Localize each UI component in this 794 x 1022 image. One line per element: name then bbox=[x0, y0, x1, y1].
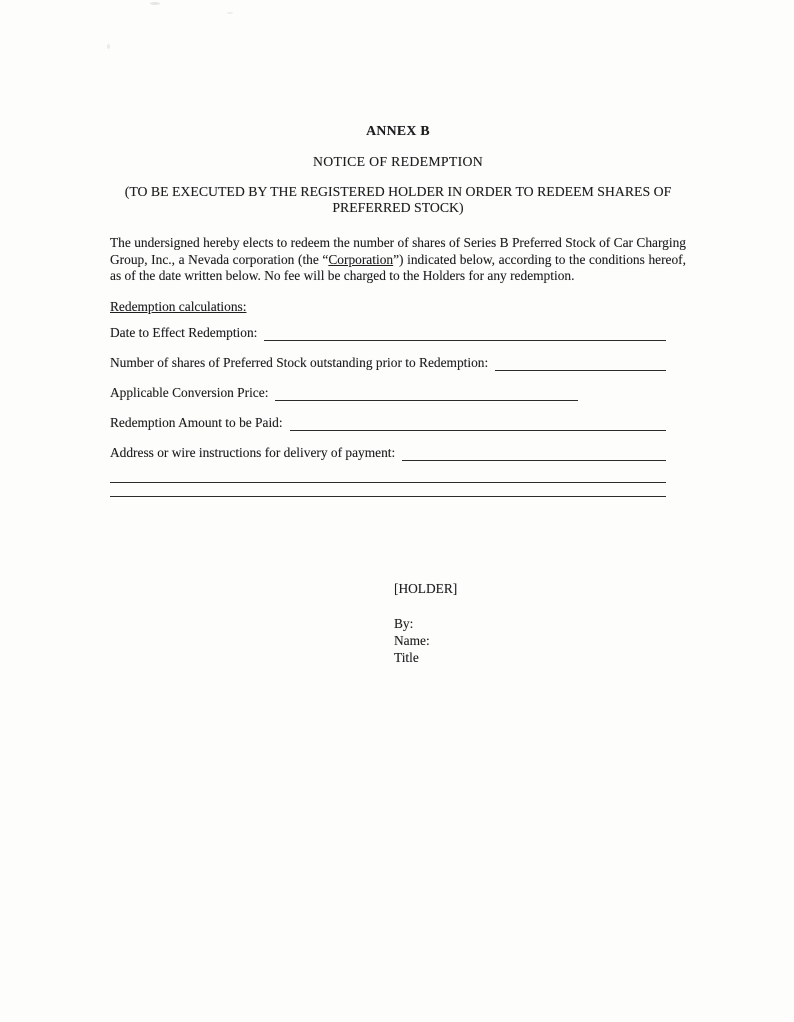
scan-speck bbox=[107, 44, 110, 49]
by-label: By: bbox=[394, 615, 414, 631]
form-field-shares-outstanding bbox=[110, 345, 666, 371]
execution-note: (TO BE EXECUTED BY THE REGISTERED HOLDER IN ORDER TO REDEEM SHARES OF PREFERRED STOCK) bbox=[124, 184, 672, 215]
blank-line bbox=[264, 314, 666, 341]
field-label: Applicable Conversion Price: bbox=[110, 384, 269, 400]
annex-label: ANNEX B bbox=[366, 123, 430, 138]
corporation-term: Corporation bbox=[328, 251, 394, 267]
field-label: Address or wire instructions for delivery of payment: bbox=[110, 444, 396, 460]
document-title: NOTICE OF REDEMPTION bbox=[312, 154, 484, 169]
field-label: Redemption Amount to be Paid: bbox=[110, 414, 283, 430]
section-heading-text: Redemption calculations: bbox=[110, 298, 247, 314]
intro-paragraph-pre: The undersigned hereby elects to redeem the number of shares of Series B Preferred Stock of Car Charging Group, Inc., a Nevada corporation (the “ bbox=[110, 235, 686, 267]
blank-line bbox=[495, 344, 666, 371]
scan-speck bbox=[227, 12, 233, 14]
intro-paragraph bbox=[110, 235, 686, 285]
field-label: Date to Effect Redemption: bbox=[110, 324, 258, 340]
form-field-applicable-conversion-price bbox=[110, 375, 578, 401]
form-field-date-to-effect-redemption bbox=[110, 315, 666, 341]
field-label: Number of shares of Preferred Stock outstanding prior to Redemption: bbox=[110, 354, 489, 370]
name-label: Name: bbox=[394, 632, 430, 648]
blank-line bbox=[290, 404, 666, 431]
blank-line bbox=[402, 434, 666, 461]
blank-continuation-line bbox=[110, 465, 666, 483]
blank-continuation-line bbox=[110, 483, 666, 497]
form-field-address-or-wire-instructions bbox=[110, 435, 666, 461]
signature-block bbox=[394, 615, 686, 666]
scan-speck bbox=[150, 2, 160, 5]
intro-paragraph-post: ”) indicated below, according to the conditions hereof, as of the date written below. No fee will be charged to the Holders for any redemption. bbox=[110, 251, 686, 284]
form-field-redemption-amount bbox=[110, 405, 666, 431]
section-heading bbox=[110, 299, 686, 315]
title-label: Title bbox=[394, 649, 419, 665]
holder-placeholder: [HOLDER] bbox=[394, 580, 458, 596]
blank-line bbox=[275, 374, 578, 401]
